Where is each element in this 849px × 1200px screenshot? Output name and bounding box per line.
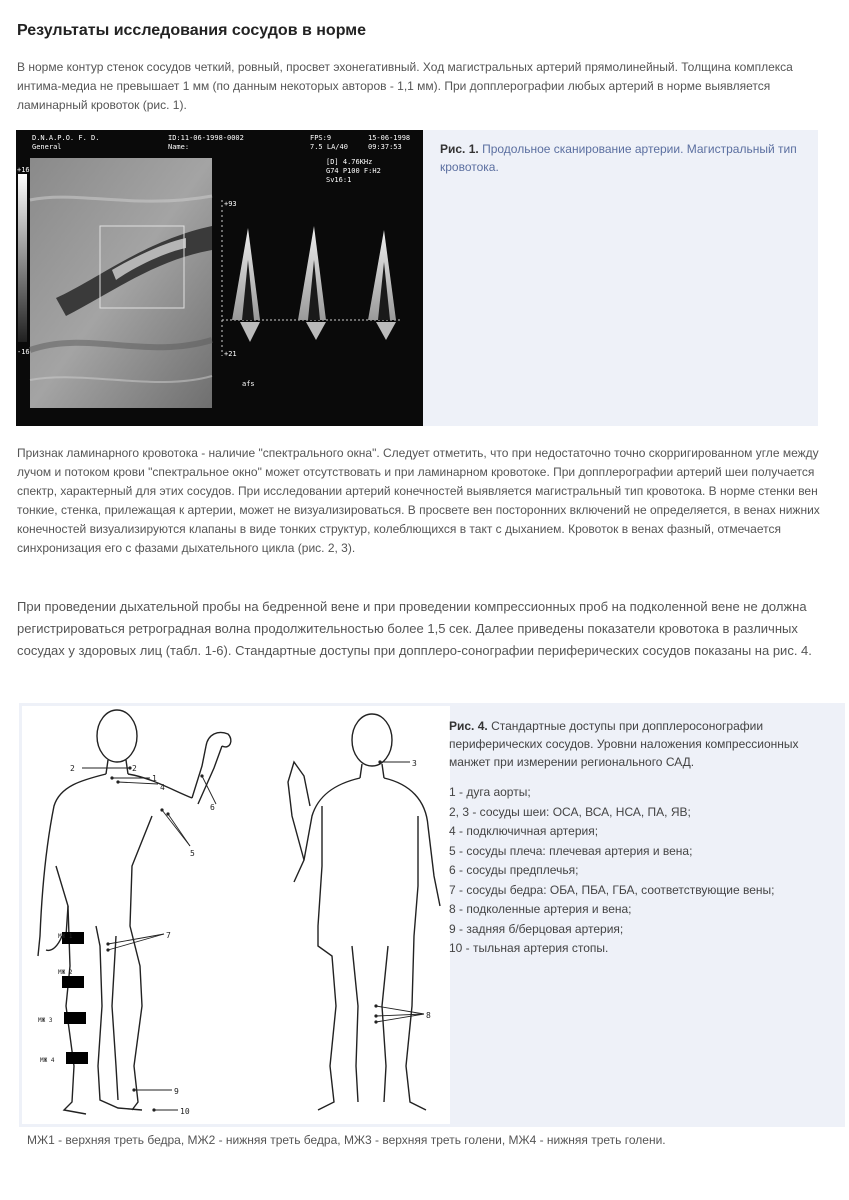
intro-paragraph: В норме контур стенок сосудов четкий, ровный, просвет эхонегативный. Ход магистральных артерий прямолинейный. Толщина комплекса интима-медиа не превышает 1 мм (по данным некоторых авторов - 1,1 мм). При допплерографии любых артерий в норме выявляется ламинарный кровоток (рис. 1). bbox=[17, 60, 793, 112]
scale-top: +16 bbox=[17, 166, 30, 174]
marker-5: 5 bbox=[190, 849, 195, 858]
footnote: МЖ1 - верхняя треть бедра, МЖ2 - нижняя треть бедра, МЖ3 - верхняя треть голени, МЖ4 - нижняя треть голени. bbox=[27, 1133, 666, 1147]
figure-4-caption-text: Стандартные доступы при допплеросонографии периферических сосудов. Уровни наложения компрессионных манжет при измерении регионального САД. bbox=[449, 719, 799, 769]
screen-freq: 7.5 LA/40 bbox=[310, 143, 348, 151]
figure-1-label: Рис. 1. bbox=[440, 142, 479, 156]
marker-8: 8 bbox=[426, 1011, 431, 1020]
figure-4-caption bbox=[449, 717, 829, 959]
paragraph-2: Признак ламинарного кровотока - наличие "спектрального окна". Следует отметить, что при недостаточно точно скорригированном угле между лучом и потоком крови "спектральное окно" может отсутствовать и при ламинарном кровотоке. При допплерографии артерий шеи получается спектр, характерный для этих сосудов. При исследовании артерий конечностей выявляется магистральный тип кровотока. В норме стенки вен тонкие, стенка, прилежащая к артерии, может не визуализироваться. В просвете вен посторонних включений не определяется, в венах нижних конечностей визуализируются клапаны в виде тонких структур, колеблющихся в такт с дыханием. Кровоток в венах фазный, отмечается синхронизация его с фазами дыхательного цикла (рис. 2, 3). bbox=[17, 446, 820, 555]
legend-item: 10 - тыльная артерия стопы. bbox=[449, 941, 609, 955]
screen-header-general: General bbox=[32, 143, 62, 151]
page-title: Результаты исследования сосудов в норме bbox=[17, 22, 366, 39]
marker-4: 4 bbox=[160, 783, 165, 792]
legend-item: 6 - сосуды предплечья; bbox=[449, 863, 579, 877]
legend-item: 4 - подключичная артерия; bbox=[449, 824, 599, 838]
legend-item: 7 - сосуды бедра: ОБА, ПБА, ГБА, соответствующие вены; bbox=[449, 882, 775, 897]
marker-2b: 2 bbox=[132, 764, 137, 773]
legend-item: 9 - задняя б/берцовая артерия; bbox=[449, 921, 624, 936]
screen-doppler-1: [D] 4.76KHz bbox=[326, 158, 373, 166]
screen-date: 15-06-1998 bbox=[368, 134, 411, 142]
screen-doppler-2: G74 P100 F:H2 bbox=[326, 167, 381, 175]
cuff-3-label: МЖ 3 bbox=[38, 1017, 53, 1024]
legend-item: 8 - подколенные артерия и вена; bbox=[449, 902, 632, 916]
spectrum-top: +93 bbox=[224, 200, 237, 208]
screen-header-name: Name: bbox=[168, 143, 190, 151]
scale-bottom: -16 bbox=[17, 348, 30, 356]
spectrum-bottom: +21 bbox=[224, 350, 237, 358]
legend-item: 2, 3 - сосуды шеи: ОСА, ВСА, НСА, ПА, ЯВ; bbox=[449, 804, 691, 819]
marker-1: 1 bbox=[152, 774, 157, 783]
paragraph-3: При проведении дыхательной пробы на бедренной вене и при проведении компрессионных проб на подколенной вене не должна регистрироваться ретроградная волна продолжительностью более 1,5 сек. Далее приведены показатели кровотока в различных сосудах у здоровых лиц (табл. 1-6). Стандартные доступы при допплеро-сонографии периферических сосудов показаны на рис. 4. bbox=[17, 599, 812, 658]
marker-3: 3 bbox=[412, 759, 417, 768]
marker-10: 10 bbox=[180, 1107, 190, 1116]
screen-header-id: ID:11-06-1998-0002 bbox=[168, 134, 244, 142]
legend-list bbox=[449, 783, 829, 959]
figure-4 bbox=[19, 703, 845, 1127]
marker-6: 6 bbox=[210, 803, 215, 812]
marker-9: 9 bbox=[174, 1087, 179, 1096]
ultrasound-image bbox=[16, 130, 423, 426]
screen-time: 09:37:53 bbox=[368, 143, 402, 151]
screen-header-left: D.N.A.P.O. F. D. bbox=[32, 134, 100, 142]
legend-item: 5 - сосуды плеча: плечевая артерия и вена; bbox=[449, 843, 693, 858]
marker-2a: 2 bbox=[70, 764, 75, 773]
marker-7: 7 bbox=[166, 931, 171, 940]
cuff-4-label: МЖ 4 bbox=[40, 1057, 55, 1064]
screen-afs: afs bbox=[242, 380, 255, 388]
figure-1-caption bbox=[440, 140, 808, 176]
figure-1-caption-text: Продольное сканирование артерии. Магистральный тип кровотока. bbox=[440, 142, 797, 174]
cuff-1-label: МЖ 1 bbox=[58, 933, 73, 940]
body-diagram bbox=[22, 706, 450, 1124]
figure-1 bbox=[16, 130, 818, 426]
legend-item: 1 - дуга аорты; bbox=[449, 785, 531, 799]
screen-fps: FPS:9 bbox=[310, 134, 332, 142]
cuff-2-label: МЖ 2 bbox=[58, 969, 73, 976]
figure-4-label: Рис. 4. bbox=[449, 719, 488, 733]
screen-doppler-3: Sv16:1 bbox=[326, 176, 352, 184]
